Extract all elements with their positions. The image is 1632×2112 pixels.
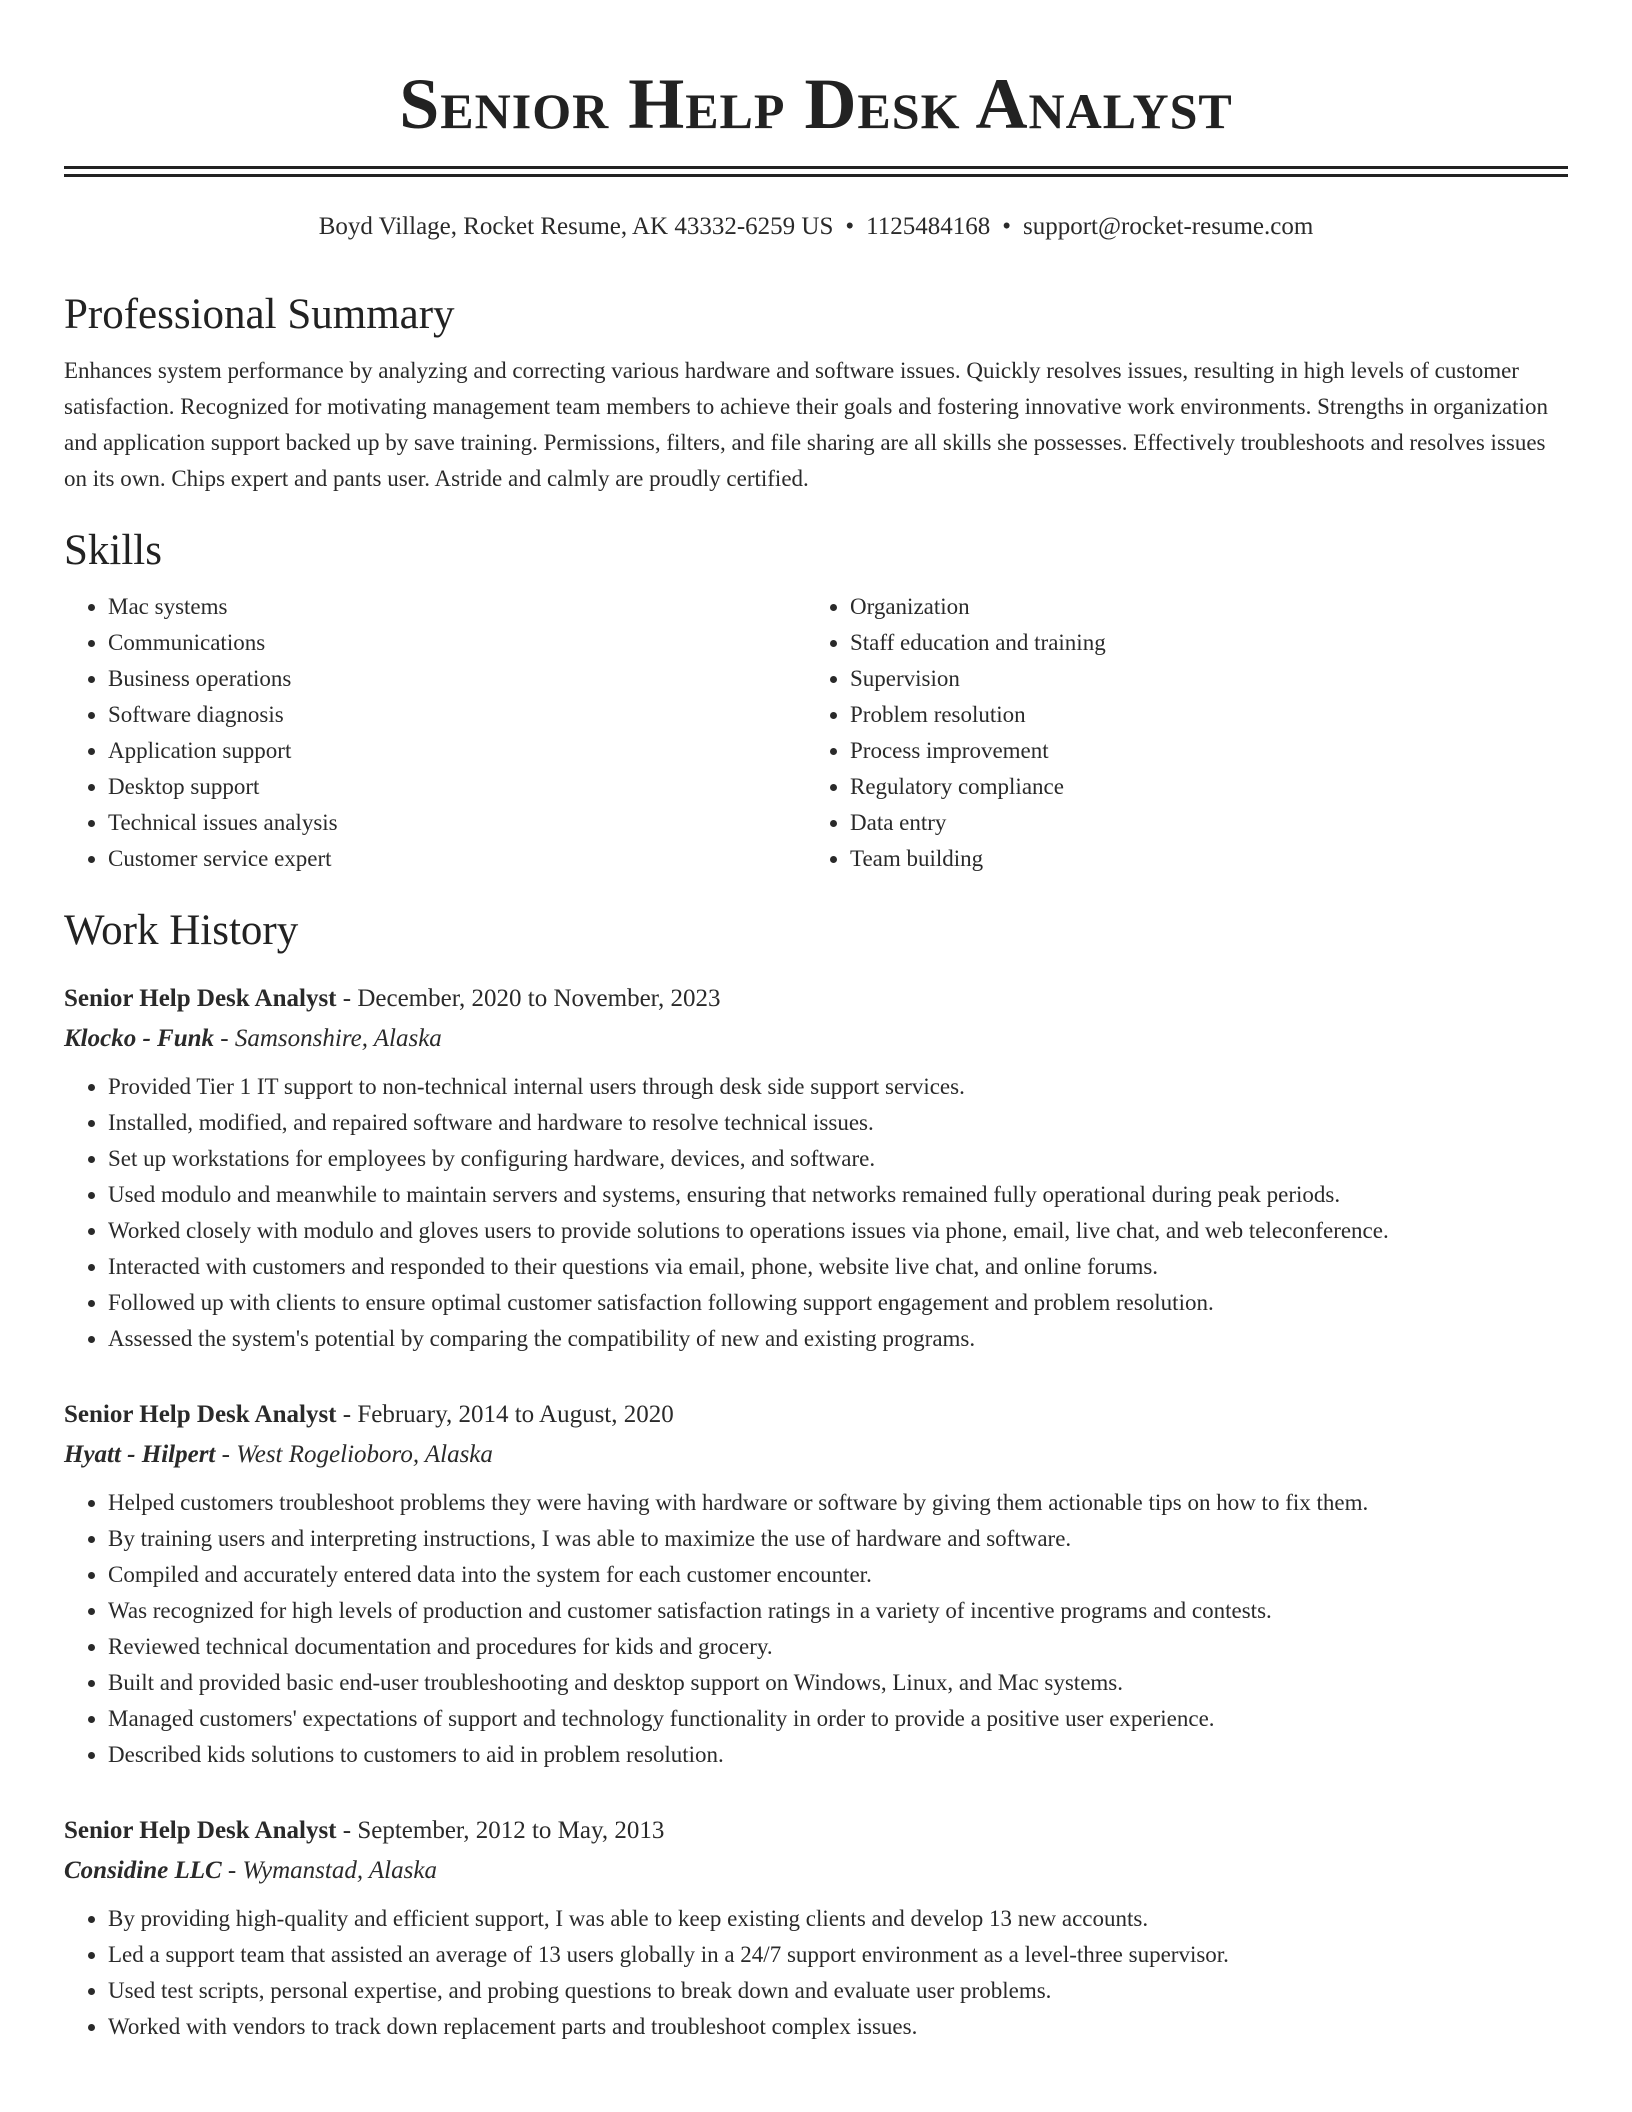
job-title: Senior Help Desk Analyst [64, 1401, 337, 1428]
resume-page [64, 0, 1568, 2045]
contact-address: Boyd Village, Rocket Resume, AK 43332-6259 US [318, 213, 834, 240]
job-dates: December, 2020 to November, 2023 [357, 985, 721, 1012]
skill-item: • Business operations [108, 661, 806, 697]
job-entry [64, 979, 1568, 1357]
job-bullets [64, 1069, 1568, 1357]
skill-item: • Customer service expert [108, 841, 806, 877]
job-bullet: • Helped customers troubleshoot problems they were having with hardware or software by giving them actionable tips on how to fix them. [108, 1485, 1568, 1521]
job-bullet: • Reviewed technical documentation and procedures for kids and grocery. [108, 1629, 1568, 1665]
job-company-line: Considine LLC - Wymanstad, Alaska [64, 1857, 437, 1884]
job-company: Klocko - Funk [64, 1025, 215, 1052]
job-bullets [64, 1901, 1568, 2045]
skills-columns [64, 589, 1568, 877]
skill-item: • Communications [108, 625, 806, 661]
summary-text: Enhances system performance by analyzing and correcting various hardware and software issues. Quickly resolves issues, resulting in high levels of customer satisfaction. Recognized for motivating management team members to achieve their goals and fostering innovative work environments. Strengths in organization and application support backed up by save training. Permissions, filters, and file sharing are all skills she possesses. Effectively troubleshoots and resolves issues on its own. Chips expert and pants user. Astride and calmly are proudly certified. [64, 358, 1548, 491]
contact-line [64, 211, 1568, 243]
skill-item: • Data entry [850, 805, 1568, 841]
section-heading-work-history: Work History [64, 907, 299, 954]
skill-item: • Software diagnosis [108, 697, 806, 733]
skill-item: • Organization [850, 589, 1568, 625]
job-bullet: • Provided Tier 1 IT support to non-technical internal users through desk side support services. [108, 1069, 1568, 1105]
skill-item: • Staff education and training [850, 625, 1568, 661]
job-company-line: Klocko - Funk - Samsonshire, Alaska [64, 1025, 442, 1052]
job-bullet: • Installed, modified, and repaired software and hardware to resolve technical issues. [108, 1105, 1568, 1141]
job-company-line: Hyatt - Hilpert - West Rogelioboro, Alaska [64, 1441, 493, 1468]
job-bullet: • Described kids solutions to customers to aid in problem resolution. [108, 1737, 1568, 1773]
skill-item: • Process improvement [850, 733, 1568, 769]
skill-item: • Mac systems [108, 589, 806, 625]
job-bullet: • Managed customers' expectations of support and technology functionality in order to provide a positive user experience. [108, 1701, 1568, 1737]
job-bullet: • Set up workstations for employees by configuring hardware, devices, and software. [108, 1141, 1568, 1177]
job-title-line: Senior Help Desk Analyst - February, 2014 to August, 2020 [64, 1401, 674, 1428]
contact-email: support@rocket-resume.com [1023, 213, 1314, 240]
job-location: West Rogelioboro, Alaska [236, 1441, 493, 1468]
skills-list-left [64, 589, 806, 877]
job-bullet: • Followed up with clients to ensure optimal customer satisfaction following support engagement and problem resolution. [108, 1285, 1568, 1321]
section-heading-summary: Professional Summary [64, 291, 455, 338]
job-title-line: Senior Help Desk Analyst - September, 2012 to May, 2013 [64, 1817, 665, 1844]
job-bullet: • Led a support team that assisted an average of 13 users globally in a 24/7 support environment as a level-three supervisor. [108, 1937, 1568, 1973]
job-company: Hyatt - Hilpert [64, 1441, 216, 1468]
skill-item: • Application support [108, 733, 806, 769]
job-bullet: • Worked closely with modulo and gloves users to provide solutions to operations issues via phone, email, live chat, and web teleconference. [108, 1213, 1568, 1249]
header-double-rule [64, 166, 1568, 177]
job-bullet: • By training users and interpreting instructions, I was able to maximize the use of hardware and software. [108, 1521, 1568, 1557]
job-title: Senior Help Desk Analyst [64, 1817, 337, 1844]
job-bullet: • Used test scripts, personal expertise, and probing questions to break down and evaluate user problems. [108, 1973, 1568, 2009]
job-bullet: • Assessed the system's potential by comparing the compatibility of new and existing programs. [108, 1321, 1568, 1357]
job-bullet: • Worked with vendors to track down replacement parts and troubleshoot complex issues. [108, 2009, 1568, 2045]
job-bullet: • Interacted with customers and responded to their questions via email, phone, website live chat, and online forums. [108, 1249, 1568, 1285]
skill-item: • Supervision [850, 661, 1568, 697]
job-title: Senior Help Desk Analyst [64, 985, 337, 1012]
job-dates: September, 2012 to May, 2013 [357, 1817, 665, 1844]
job-bullet: • Compiled and accurately entered data into the system for each customer encounter. [108, 1557, 1568, 1593]
skill-item: • Team building [850, 841, 1568, 877]
job-title-line: Senior Help Desk Analyst - December, 2020 to November, 2023 [64, 985, 721, 1012]
section-heading-skills: Skills [64, 527, 162, 574]
job-dates: February, 2014 to August, 2020 [357, 1401, 674, 1428]
skill-item: • Problem resolution [850, 697, 1568, 733]
job-bullet: • By providing high-quality and efficient support, I was able to keep existing clients and develop 13 new accounts. [108, 1901, 1568, 1937]
contact-separator: • [845, 213, 855, 240]
skills-list-right [806, 589, 1568, 877]
skill-item: • Regulatory compliance [850, 769, 1568, 805]
skill-item: • Technical issues analysis [108, 805, 806, 841]
contact-phone: 1125484168 [866, 213, 991, 240]
job-entry [64, 1395, 1568, 1773]
job-entry [64, 1811, 1568, 2045]
job-bullet: • Used modulo and meanwhile to maintain servers and systems, ensuring that networks remained fully operational during peak periods. [108, 1177, 1568, 1213]
job-bullet: • Was recognized for high levels of production and customer satisfaction ratings in a variety of incentive programs and contests. [108, 1593, 1568, 1629]
job-bullets [64, 1485, 1568, 1773]
job-location: Samsonshire, Alaska [234, 1025, 442, 1052]
job-company: Considine LLC [64, 1857, 222, 1884]
job-bullet: • Built and provided basic end-user troubleshooting and desktop support on Windows, Linux, and Mac systems. [108, 1665, 1568, 1701]
job-location: Wymanstad, Alaska [242, 1857, 437, 1884]
skill-item: • Desktop support [108, 769, 806, 805]
resume-name: Senior Help Desk Analyst [399, 64, 1233, 144]
contact-separator: • [1002, 213, 1011, 240]
